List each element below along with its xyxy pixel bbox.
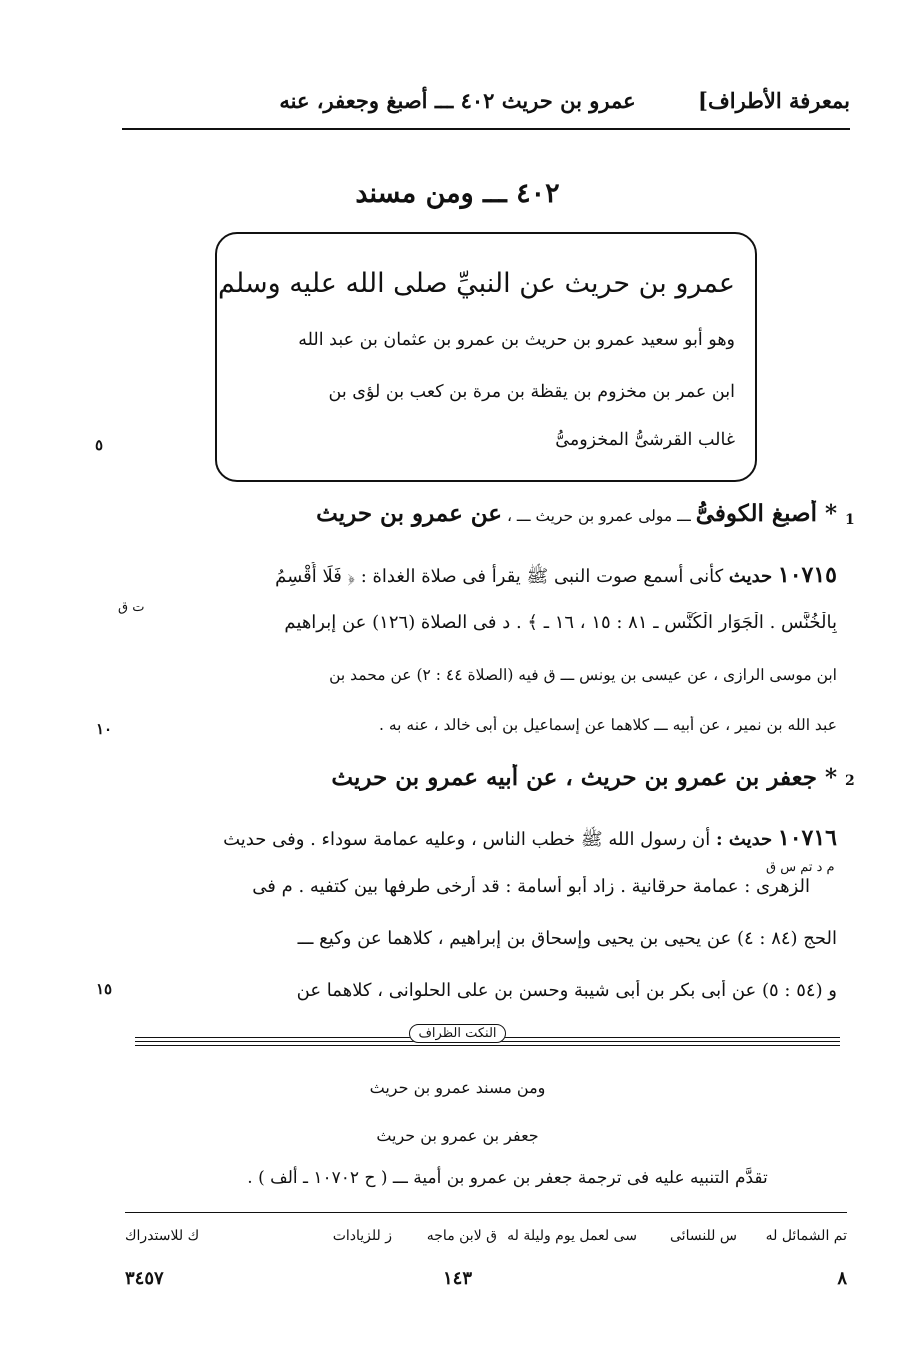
sigla-legend-item: س للنسائى: [670, 1228, 737, 1244]
margin-line-number: ١٥: [96, 980, 113, 998]
entry-heading: [157, 500, 837, 527]
page-number: ١٤٣: [442, 1268, 472, 1289]
hadith-text: أن رسول الله ﷺ خطب الناس ، وعليه عمامة سوداء . وفى حديث: [223, 829, 716, 850]
entry-number: 1: [845, 512, 855, 528]
sigla-legend-item: ق لابن ماجه: [426, 1228, 497, 1244]
hadith-line: [157, 562, 837, 591]
entry-heading: * جعفر بن عمرو بن حريث ، عن أبيه عمرو بن حريث: [331, 764, 837, 791]
hadith-line: الزهرى : عمامة حرقانية . زاد أبو أسامة : قد أرخى طرفها بين كتفيه . م فى: [252, 876, 810, 897]
source-sigla: ت ق: [118, 600, 145, 615]
nukat-line: ومن مسند عمرو بن حريث: [369, 1078, 546, 1097]
volume-number: ٨: [837, 1268, 847, 1289]
footer-rule: [125, 1212, 847, 1213]
hadith-text: كأنى أسمع صوت النبى ﷺ يقرأ فى صلاة الغداة : ﴿ فَلَا أُقْسِمُ: [275, 566, 729, 587]
hadith-line: ابن موسى الرازى ، عن عيسى بن يونس ـــ ق فيه (الصلاة ٤٤ : ٢) عن محمد بن: [329, 666, 837, 684]
nukat-line: تقدَّم التنبيه عليه فى ترجمة جعفر بن عمرو بن أمية ـــ ( ح ١٠٧٠٢ ـ ألف ) .: [247, 1168, 768, 1188]
sigla-legend-item: ك للاستدراك: [125, 1228, 200, 1244]
margin-line-number: ٥: [95, 436, 104, 454]
frame-line-3: ابن عمر بن مخزوم بن يقظة بن مرة بن كعب بن لؤى بن: [328, 382, 735, 402]
frame-name-line: عمرو بن حريث عن النبيِّ صلى الله عليه وسلم: [218, 268, 735, 299]
nukat-label: النكت الظراف: [0, 1026, 915, 1041]
hadith-line: عبد الله بن نمير ، عن أبيه ـــ كلاهما عن إسماعيل بن أبى خالد ، عنه به .: [379, 716, 837, 734]
source-sigla: م د تم س ق: [766, 860, 835, 875]
hadith-label: حديث :: [716, 829, 773, 850]
sigla-legend-item: سى لعمل يوم وليلة له: [507, 1228, 637, 1244]
narrator-note: ـــ مولى عمرو بن حريث ـــ ،: [502, 507, 696, 525]
hadith-line: [157, 825, 837, 854]
hadith-number: ١٠٧١٦: [777, 825, 837, 851]
running-header-right: بمعرفة الأطراف]: [698, 88, 850, 113]
hadith-line: [177, 612, 837, 633]
hadith-number: ١٠٧١٥: [777, 562, 837, 588]
hadith-line: و (٥٤ : ٥) عن أبى بكر بن أبى شيبة وحسن بن على الحلوانى ، كلاهما عن: [296, 980, 837, 1001]
nukat-line: جعفر بن عمرو بن حريث: [376, 1126, 539, 1145]
frame-line-2: وهو أبو سعيد عمرو بن حريث بن عمرو بن عثمان بن عبد الله: [298, 330, 735, 350]
quran-ref: بِالْخُنَّسِ . الْجَوَارِ الْكُنَّسِ ـ ٨١ : ١٥ ، ١٦ ـ ﴾ .: [510, 612, 837, 633]
section-title: ٤٠٢ ـــ ومن مسند: [355, 178, 560, 209]
running-header-center: عمرو بن حريث ٤٠٢ ـــ أصبغ وجعفر، عنه: [279, 88, 636, 113]
entry-number: 2: [845, 773, 855, 789]
hadith-line: الحج (٨٤ : ٤) عن يحيى بن يحيى وإسحاق بن إبراهيم ، كلاهما عن وكيع ـــ: [297, 928, 837, 949]
page-code: ٣٤٥٧: [125, 1268, 164, 1289]
narrator-source: عن عمرو بن حريث: [316, 500, 503, 527]
source-ref: د فى الصلاة (١٢٦) عن إبراهيم: [284, 612, 511, 633]
frame-line-4: غالب القرشىُّ المخزومىُّ: [555, 430, 735, 450]
sigla-legend-item: ز للزيادات: [332, 1228, 392, 1244]
sigla-legend-item: تم الشمائل له: [765, 1228, 847, 1244]
hadith-label: حديث: [728, 566, 773, 587]
header-rule: [122, 128, 850, 130]
narrator-name: * أصبغ الكوفىُّ: [695, 500, 837, 527]
margin-line-number: ١٠: [96, 720, 113, 738]
